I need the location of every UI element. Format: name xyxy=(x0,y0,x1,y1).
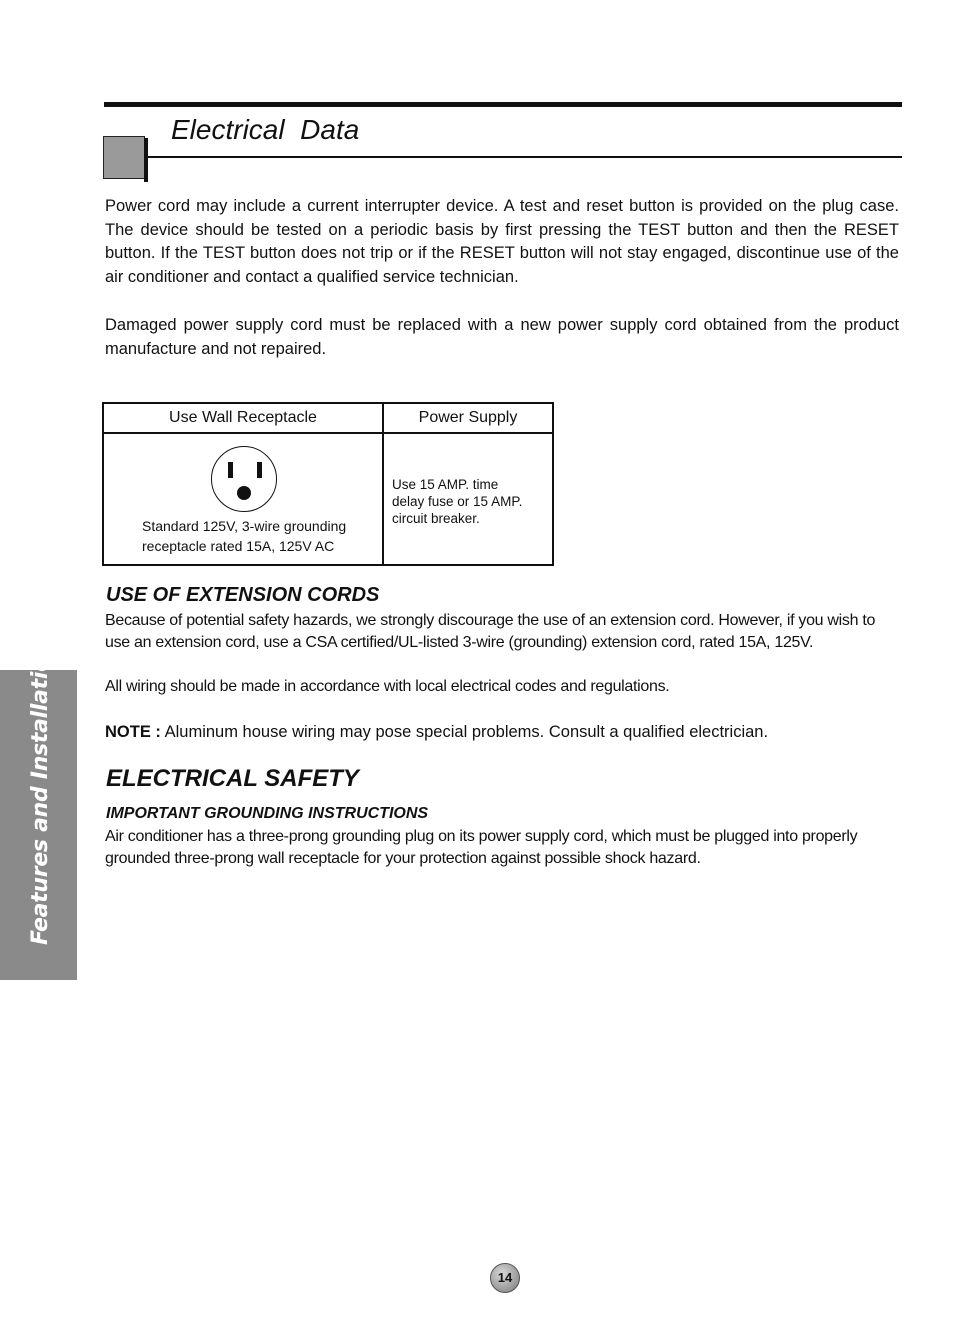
note-text: Aluminum house wiring may pose special problems. Consult a qualified electrician. xyxy=(160,723,769,741)
extension-cords-heading: USE OF EXTENSION CORDS xyxy=(106,584,380,606)
title-underline xyxy=(146,156,902,158)
outlet-ground-hole xyxy=(237,486,251,500)
header-top-rule xyxy=(104,102,902,107)
note-label: NOTE : xyxy=(105,723,161,741)
wiring-note: All wiring should be made in accordance with local electrical codes and regulations. xyxy=(105,678,670,695)
aluminum-note xyxy=(105,721,899,745)
section-marker-bar xyxy=(144,138,148,182)
table-header-receptacle: Use Wall Receptacle xyxy=(103,403,383,433)
power-supply-cell xyxy=(383,433,553,565)
wall-outlet-icon xyxy=(211,446,277,512)
receptacle-table xyxy=(102,402,554,566)
electrical-safety-heading: ELECTRICAL SAFETY xyxy=(106,765,359,792)
page-number-badge: 14 xyxy=(490,1263,520,1293)
grounding-instructions-body: Air conditioner has a three-prong grounding plug on its power supply cord, which must be plugged into properly grounded three-prong wall receptacle for your protection against possible shock hazard. xyxy=(105,828,858,867)
receptacle-caption: Standard 125V, 3-wire grounding receptacle rated 15A, 125V AC xyxy=(142,518,347,554)
page-title: Electrical Data xyxy=(171,114,360,145)
power-supply-text: Use 15 AMP. time delay fuse or 15 AMP. circuit breaker. xyxy=(392,477,523,526)
grounding-instructions-subheading: IMPORTANT GROUNDING INSTRUCTIONS xyxy=(106,805,429,822)
intro-paragraph-2: Damaged power supply cord must be replaced with a new power supply cord obtained from the product manufacture and not repaired. xyxy=(105,316,899,358)
receptacle-cell xyxy=(103,433,383,565)
side-tab-label: Features and Installation xyxy=(28,641,53,945)
outlet-slot-left xyxy=(228,462,233,478)
extension-cords-body: Because of potential safety hazards, we strongly discourage the use of an extension cord. However, if you wish to use an extension cord, use a CSA certified/UL-listed 3-wire (grounding) extension cord, rated 15A, 125V. xyxy=(105,612,876,651)
outlet-slot-right xyxy=(257,462,262,478)
table-header-power-supply: Power Supply xyxy=(383,403,553,433)
section-marker-box xyxy=(103,136,145,179)
intro-paragraph-1: Power cord may include a current interrupter device. A test and reset button is provided on the plug case. The device should be tested on a periodic basis by first pressing the TEST button and then the RESET button. If the TEST button does not trip or if the RESET button will not stay engaged, discontinue use of the air conditioner and contact a qualified service technician. xyxy=(105,197,899,286)
